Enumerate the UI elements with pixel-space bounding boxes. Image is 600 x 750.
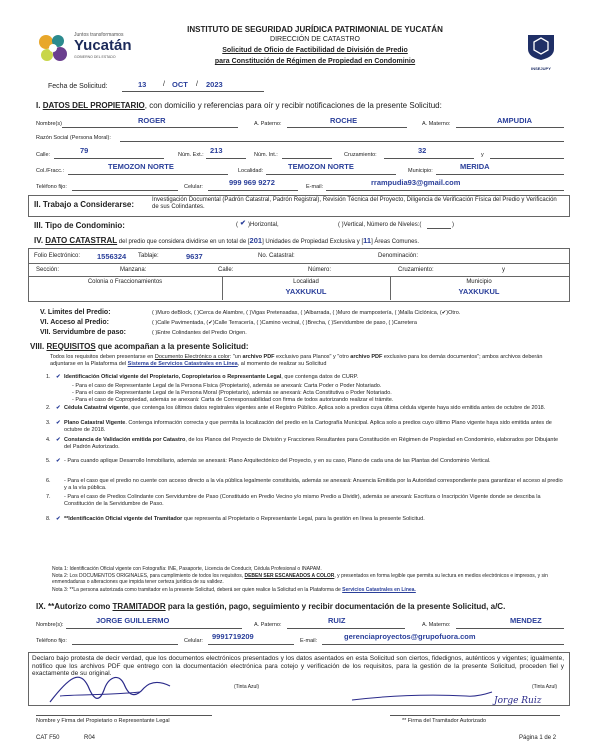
insejupy-text: INSEJUPY [531,66,551,71]
requisito-bold: Cédula Catastral vigente [64,405,129,411]
requisito-text: , que contenga los últimos datos registrales vigentes ante el Registro Público. Aplica solo a predios cuya última cédula vigente haya sido emitida antes de octubre de 2018. [128,405,546,411]
manzana-label: Manzana: [120,267,147,273]
requisito-checkbox[interactable]: 5. [46,458,51,464]
owner-signature-icon[interactable] [40,666,190,710]
folio-label: Folio Electrónico: [34,253,81,259]
requisito-text: - Para el caso de Copropiedad, además se anexará: Carta de Corresponsabilidad con firma de todos autorizando realizar el trámite. [72,397,394,403]
owner-mun-label: Municipio: [408,168,433,174]
logo-line1: Juntos transformamos [74,32,124,38]
tinta-azul-1: (Tinta Azul) [234,684,260,690]
tramitador-apaterno-label: A. Paterno: [254,622,282,628]
owner-cruz-label: Cruzamiento: [344,152,377,158]
requisito-checkbox[interactable]: 3. [46,420,51,426]
date-label: Fecha de Solicitud: [48,83,108,90]
owner-tel-label: Teléfono fijo: [36,184,67,190]
acceso-label: VI. Acceso al Predio: [40,319,109,326]
requisito-text: . Contenga información correcta y que permita la localización del predio en la Cartografía Municipal. Aplica solo a predios cuyo último Plano vigente haya sido emitida antes de octubre de 2018. [64,420,552,433]
section-1-title: I. DATOS DEL PROPIETARIO, con domicilio y referencias para oír y recibir notificaciones de la presente Solicitud: [36,101,442,110]
tramitador-email-label: E-mail: [300,638,318,644]
direction-name: DIRECCIÓN DE CATASTRO [270,36,360,43]
requisito-text: - Para el caso de Predios Colindante con Servidumbre de Paso (Constituido en Predio Vecino y/o mismo Predio a Dividir), además se anexará: Escritura o Inscripción Vigente donde se describa la Constitución de la Servidumbre de Paso. [64,494,541,507]
cad-municipio[interactable]: YAXKUKUL [458,287,500,296]
tramitador-cel[interactable]: 9991719209 [212,632,254,641]
owner-numint-label: Núm. Int.: [254,152,278,158]
owner-email-label: E-mail: [306,184,324,190]
tramitador-nombre[interactable]: JORGE GUILLERMO [96,616,170,625]
tinta-azul-2: (Tinta Azul) [532,684,558,690]
cad-numero-label: Número: [308,267,332,273]
section-2-text: Investigación Documental (Padrón Catastral, Padrón Registral), Revisión Técnica del Proyecto, Diligencia de Verificación Física del Predio y Verificación de sus Colindantes. [152,197,557,210]
requisito-bold: **Identificación Oficial vigente del Tramitador [64,516,183,522]
owner-amaterno[interactable]: AMPUDIA [497,116,532,125]
requisito-checkbox[interactable]: 2. [46,405,51,411]
section-2-title: II. Trabajo a Considerarse: [34,200,135,209]
total-units[interactable]: 201 [249,236,263,245]
declaration-text: Declaro bajo protesta de decir verdad, que los documentos electrónicos presentados y los datos asentados en esta Solicitud son ciertos, fidedignos, auténticos y vigentes; igualmente, notifico que los archivos PDF que entrego con la documentación electrónica para cotejo y verificación de los requisitos, para la gestión de la presente Solicitud, proceden fiel y exactamente de su original. [32,655,564,677]
section-9-title: IX. **Autorizo como TRAMITADOR para la gestión, pago, seguimiento y recibir documentación de la presente Solicitud, a/C. [36,602,506,611]
institute-name: INSTITUTO DE SEGURIDAD JURÍDICA PATRIMONIAL DE YUCATÁN [187,25,443,34]
section-4-title: IV. DATO CATASTRAL del predio que considera dividirse en un total de [201] Unidades de Propiedad Exclusiva y [11] Áreas Comunes. [34,236,420,245]
requisito-item [46,494,566,507]
limites-options[interactable]: ( )Muro deBlock, ( )Cerca de Alambre, ( )Vigas Pretensadas, ( )Albarrada, ( )Muro de mampostería, ( )Malla Ciclónica, (✔)Otro. [152,310,461,316]
logo-mark-icon [36,32,70,66]
niveles-field[interactable] [427,221,451,229]
requisito-item [46,374,566,381]
owner-col[interactable]: TEMOZON NORTE [108,162,174,171]
owner-cruz-y: y [481,152,484,158]
requisito-mark[interactable]: ✔ [56,405,61,411]
requisito-item [46,458,566,465]
requisito-text: - Para el caso que el predio no cuente con acceso directo a la vía pública legalmente constituida, además se anexará: Anuencia Emitida por la Autoridad correspondiente para garantizar el acceso al predio y a la vía pública. [64,478,563,491]
requisito-text: que representa al Propietario o Representante Legal, para la gestión en línea la presente Solicitud. [182,516,425,522]
nota-3: Nota 3: **La persona autorizada como tramitador en la presente Solicitud, deberá ser quien realice la Solicitud en la Plataforma de Servicios Catastrales en Línea. [52,587,416,593]
requisito-checkbox[interactable]: 6. [46,478,51,484]
owner-apaterno-label: A. Paterno: [254,121,282,127]
nota-2: Nota 2: Los DOCUMENTOS ORIGINALES, para cumplimiento de todos los requisitos, DEBEN SER ESCANEADOS A COLOR, y presentados en forma legible que permita su lectura en medios electrónicos e impresos, y sin enmendaduras o alteraciones que impida tener certeza jurídica de su validez. [52,573,548,585]
cad-municipio-label: Municipio [466,279,492,285]
requisito-text: - Para cuando aplique Desarrollo Inmobiliario, además se anexará: Plano Arquitectónico del Proyecto, y en su caso, Plano de cada una de las Plantas del Condominio Vertical. [64,458,491,464]
requisito-text: - Para el caso de Representante Legal de la Persona Moral (Propietario), además se anexará: Acta Constitutiva o Poder Notariado. [72,390,392,396]
horizontal-checkmark[interactable]: ✔ [240,220,246,227]
footer-page: Página 1 de 2 [519,735,557,741]
section-8-title: VIII. REQUISITOS que acompañan a la presente Solicitud: [30,342,249,351]
requisito-text: , que contenga datos de CURP. [281,374,359,380]
total-common-areas[interactable]: 11 [363,236,372,245]
limites-label: V. Limites del Predio: [40,309,111,316]
requisito-item [46,397,566,404]
footer-rev: R04 [84,735,96,741]
tramitador-signature-icon[interactable] [346,686,496,706]
logo-line2: Yucatán [74,37,132,54]
owner-nombre[interactable]: ROGER [138,116,166,125]
requisito-mark[interactable]: ✔ [56,437,61,443]
requisito-item [46,478,566,491]
cad-cruz-y: y [502,267,505,273]
owner-mun[interactable]: MERIDA [460,162,490,171]
owner-loc-label: Localidad: [238,168,264,174]
requisito-text: , de los Planos del Proyecto de División y Fracciones Resultantes para Constitución en Régimen de Propiedad en Condominio, elaborados por Dibujante del Padrón Autorizado. [64,437,559,450]
sig2-label: ** Firma del Tramitador Autorizado [402,718,487,724]
shield-icon [524,33,558,61]
seccion-label: Sección: [36,267,60,273]
tramitador-apaterno[interactable]: RUIZ [328,616,346,625]
owner-apaterno[interactable]: ROCHE [330,116,358,125]
date-day[interactable]: 13 [138,80,147,89]
sig1-label: Nombre y Firma del Propietario o Representante Legal [36,718,170,724]
date-month[interactable]: OCT [172,80,188,89]
servidumbre-label: VII. Servidumbre de paso: [40,329,126,336]
horizontal-option: )Horizontal, [248,222,279,228]
date-year[interactable]: 2023 [206,80,223,89]
requisito-checkbox[interactable]: 1. [46,374,51,380]
footer-code: CAT F50 [36,735,60,741]
owner-tel-field[interactable] [72,182,178,191]
logo-line3: GOBIERNO DEL ESTADO [74,55,116,59]
servidumbre-options[interactable]: ( )Entre Colindantes del Predio Origen. [152,330,247,336]
tramitador-nombre-label: Nombre(s): [36,622,64,628]
tramitador-amaterno-label: A. Materno: [422,622,451,628]
owner-amaterno-label: A. Materno: [422,121,451,127]
tablaje-value[interactable]: 9637 [186,252,203,261]
state-logo [36,30,136,68]
vertical-option: ( )Vertical, Número de Niveles:( [338,222,422,228]
tramitador-amaterno[interactable]: MENDEZ [510,616,542,625]
owner-numext-label: Núm. Ext.: [178,152,204,158]
requisito-bold: Constancia de Validación emitida por Catastro [64,437,186,443]
requisito-checkbox[interactable]: 7. [46,494,51,500]
tramitador-email[interactable]: gerenciaproyectos@grupofuora.com [344,632,476,641]
tramitador-tel-field[interactable] [72,636,178,645]
owner-numext[interactable]: 213 [210,146,223,155]
cad-localidad[interactable]: YAXKUKUL [285,287,327,296]
requisito-item [46,383,566,390]
tramitador-cel-label: Celular: [184,638,203,644]
owner-razon-label: Razón Social (Persona Moral): [36,135,111,141]
requisito-text: - Para el caso de Representante Legal de la Persona Física (Propietario), además se anexará: Carta Poder o Poder Notariado. [72,383,382,389]
nocat-label: No. Catastral: [258,253,295,259]
owner-cel[interactable]: 999 969 9272 [229,178,275,187]
tramitador-tel-label: Teléfono fijo: [36,638,67,644]
requisito-checkbox[interactable]: 8. [46,516,51,522]
requisito-mark[interactable]: ✔ [56,374,61,380]
requisito-item [46,390,566,397]
owner-razon-field[interactable] [120,133,564,142]
requisito-item [46,516,566,523]
form-title-1: Solicitud de Oficio de Factibilidad de División de Predio [222,47,408,54]
requisito-item [46,405,566,412]
owner-loc[interactable]: TEMOZON NORTE [288,162,354,171]
denom-label: Denominación: [378,253,419,259]
owner-numint-field[interactable] [282,150,332,159]
requisito-bold: Plano Catastral Vigente [64,420,126,426]
requisito-mark[interactable]: ✔ [56,516,61,522]
section-3-title: III. Tipo de Condominio: [34,221,125,230]
requisito-checkbox[interactable]: 4. [46,437,51,443]
nota-1: Nota 1: Identificación Oficial vigente con Fotografía: INE, Pasaporte, Licencia de Conducir, Cédula Profesional o INAPAM. [52,566,322,572]
owner-cel-label: Celular: [184,184,203,190]
colonia-label: Colonia o Fraccionamientos [87,279,163,285]
cad-calle-label: Calle: [218,267,234,273]
requisito-bold: Identificación Oficial vigente del Propietario, Copropietarios o Representante Legal [64,374,282,380]
requisito-mark[interactable]: ✔ [56,458,61,464]
tablaje-label: Tablaje: [138,253,159,259]
owner-email[interactable]: rrampudia93@gmail.com [371,178,461,187]
acceso-options[interactable]: ( )Calle Pavimentada, (✔)Calle Terracería, ( )Camino vecinal, ( )Brecha, ( )Servidumbre de paso, ( )Carretera [152,320,417,326]
owner-calle[interactable]: 79 [80,146,89,155]
owner-cruz[interactable]: 32 [418,146,427,155]
owner-col-label: Col./Fracc.: [36,168,65,174]
insejupy-logo [524,33,558,71]
requisito-mark[interactable]: ✔ [56,420,61,426]
requisito-item [46,437,566,450]
owner-cruz2-field[interactable] [490,150,564,159]
form-title-2: para Constitución de Régimen de Propiedad en Condominio [214,58,416,65]
tramitador-signature-text: Jorge Ruiz [494,696,542,706]
requisitos-intro: Todos los requisitos deben presentarse en Documento Electrónico a color: "un archivo PDF exclusivo para Planos" y "otro archivo PDF exclusivo para los demás documentos"; ambos archivos deberán adjuntarse en la Plataforma del Sistema de Servicios Catastrales en Línea, al momento de realizar su Solicitud [50,354,543,367]
requisito-item [46,420,566,433]
cad-localidad-label: Localidad [293,279,319,285]
cad-cruz-label: Cruzamiento: [398,267,434,273]
owner-calle-label: Calle: [36,152,51,158]
folio-value[interactable]: 1556324 [97,252,127,261]
owner-nombre-label: Nombre(s) [36,121,62,127]
